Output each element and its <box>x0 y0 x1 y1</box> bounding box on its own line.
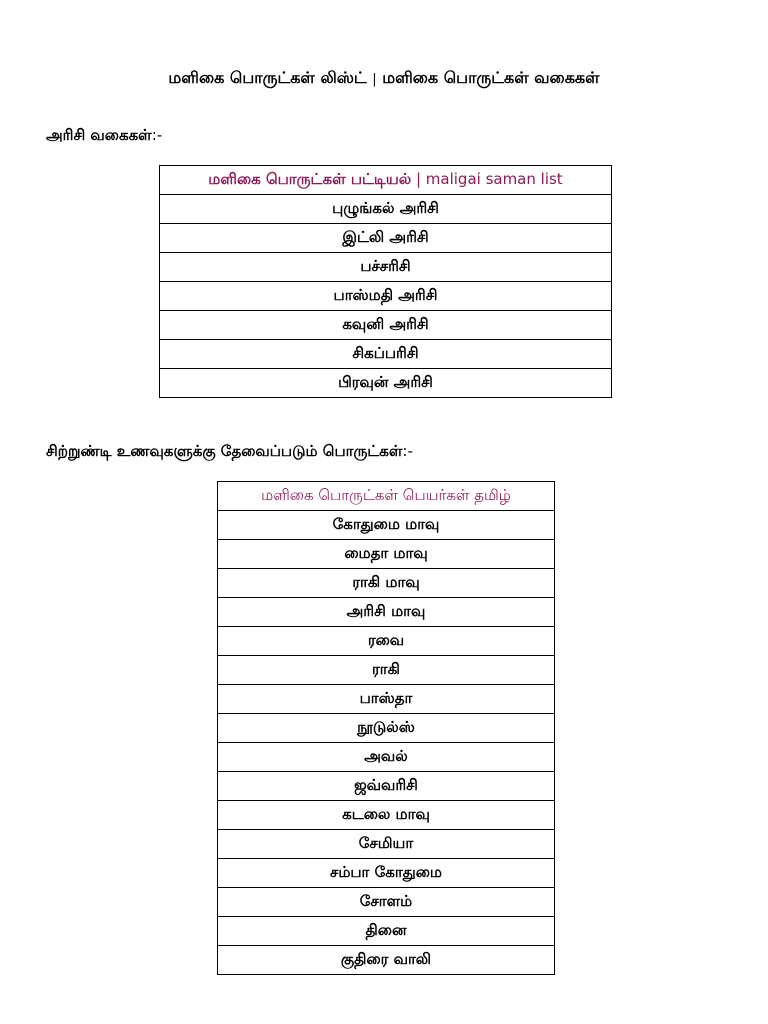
rice-types-table <box>159 165 612 398</box>
table-cell: ஜவ்வரிசி <box>218 772 555 801</box>
table-cell: ராகி <box>218 656 555 685</box>
table-row <box>160 195 612 224</box>
table-row <box>218 801 555 830</box>
table-row <box>218 859 555 888</box>
table-row <box>218 511 555 540</box>
table-row <box>160 253 612 282</box>
table-header-row <box>160 166 612 195</box>
table-row <box>160 311 612 340</box>
table-cell: பச்சரிசி <box>160 253 612 282</box>
page-title <box>0 66 768 92</box>
table-row <box>218 714 555 743</box>
table-cell: அரிசி மாவு <box>218 598 555 627</box>
table-cell: பாஸ்மதி அரிசி <box>160 282 612 311</box>
table-row <box>218 888 555 917</box>
table-cell: தினை <box>218 917 555 946</box>
table-cell: இட்லி அரிசி <box>160 224 612 253</box>
table-row <box>218 772 555 801</box>
table-cell: சேமியா <box>218 830 555 859</box>
table-row <box>160 340 612 369</box>
rice-types-heading <box>46 124 162 146</box>
table-cell: பாஸ்தா <box>218 685 555 714</box>
snack-items-heading-suffix: :- <box>402 442 413 460</box>
table-row <box>160 282 612 311</box>
table-cell: சோளம் <box>218 888 555 917</box>
rice-table-body <box>160 195 612 398</box>
rice-table-header <box>160 166 612 195</box>
table-cell: நூடுல்ஸ் <box>218 714 555 743</box>
page-title-right: மளிகை பொருட்கள் வகைகள் <box>382 68 600 87</box>
snack-table-body <box>218 511 555 975</box>
table-row <box>160 369 612 398</box>
table-row <box>218 946 555 975</box>
table-cell: சிகப்பரிசி <box>160 340 612 369</box>
rice-table-header-english: | maligai saman list <box>411 170 563 188</box>
snack-items-heading <box>46 440 413 462</box>
table-row <box>160 224 612 253</box>
table-cell: கடலை மாவு <box>218 801 555 830</box>
table-row <box>218 569 555 598</box>
table-cell: புழுங்கல் அரிசி <box>160 195 612 224</box>
table-row <box>218 743 555 772</box>
rice-table-header-tamil: மளிகை பொருட்கள் பட்டியல் <box>208 170 412 188</box>
table-header-row <box>218 482 555 511</box>
snack-items-table <box>217 481 555 975</box>
table-cell: சம்பா கோதுமை <box>218 859 555 888</box>
table-row <box>218 830 555 859</box>
rice-types-heading-suffix: :- <box>151 126 163 144</box>
table-row <box>218 656 555 685</box>
table-row <box>218 685 555 714</box>
snack-table-header: மளிகை பொருட்கள் பெயர்கள் தமிழ் <box>218 482 555 511</box>
table-cell: அவல் <box>218 743 555 772</box>
table-row <box>218 598 555 627</box>
table-row <box>218 917 555 946</box>
table-cell: கவுனி அரிசி <box>160 311 612 340</box>
table-cell: கோதுமை மாவு <box>218 511 555 540</box>
page-title-left: மளிகை பொருட்கள் லிஸ்ட் <box>168 68 367 87</box>
snack-items-heading-text: சிற்றுண்டி உணவுகளுக்கு தேவைப்படும் பொருட்கள் <box>46 442 403 460</box>
table-cell: பிரவுன் அரிசி <box>160 369 612 398</box>
table-row <box>218 540 555 569</box>
table-cell: குதிரை வாலி <box>218 946 555 975</box>
table-cell: ராகி மாவு <box>218 569 555 598</box>
table-row <box>218 627 555 656</box>
table-cell: மைதா மாவு <box>218 540 555 569</box>
rice-types-heading-text: அரிசி வகைகள் <box>46 126 152 144</box>
page-title-separator: | <box>372 72 377 87</box>
table-cell: ரவை <box>218 627 555 656</box>
